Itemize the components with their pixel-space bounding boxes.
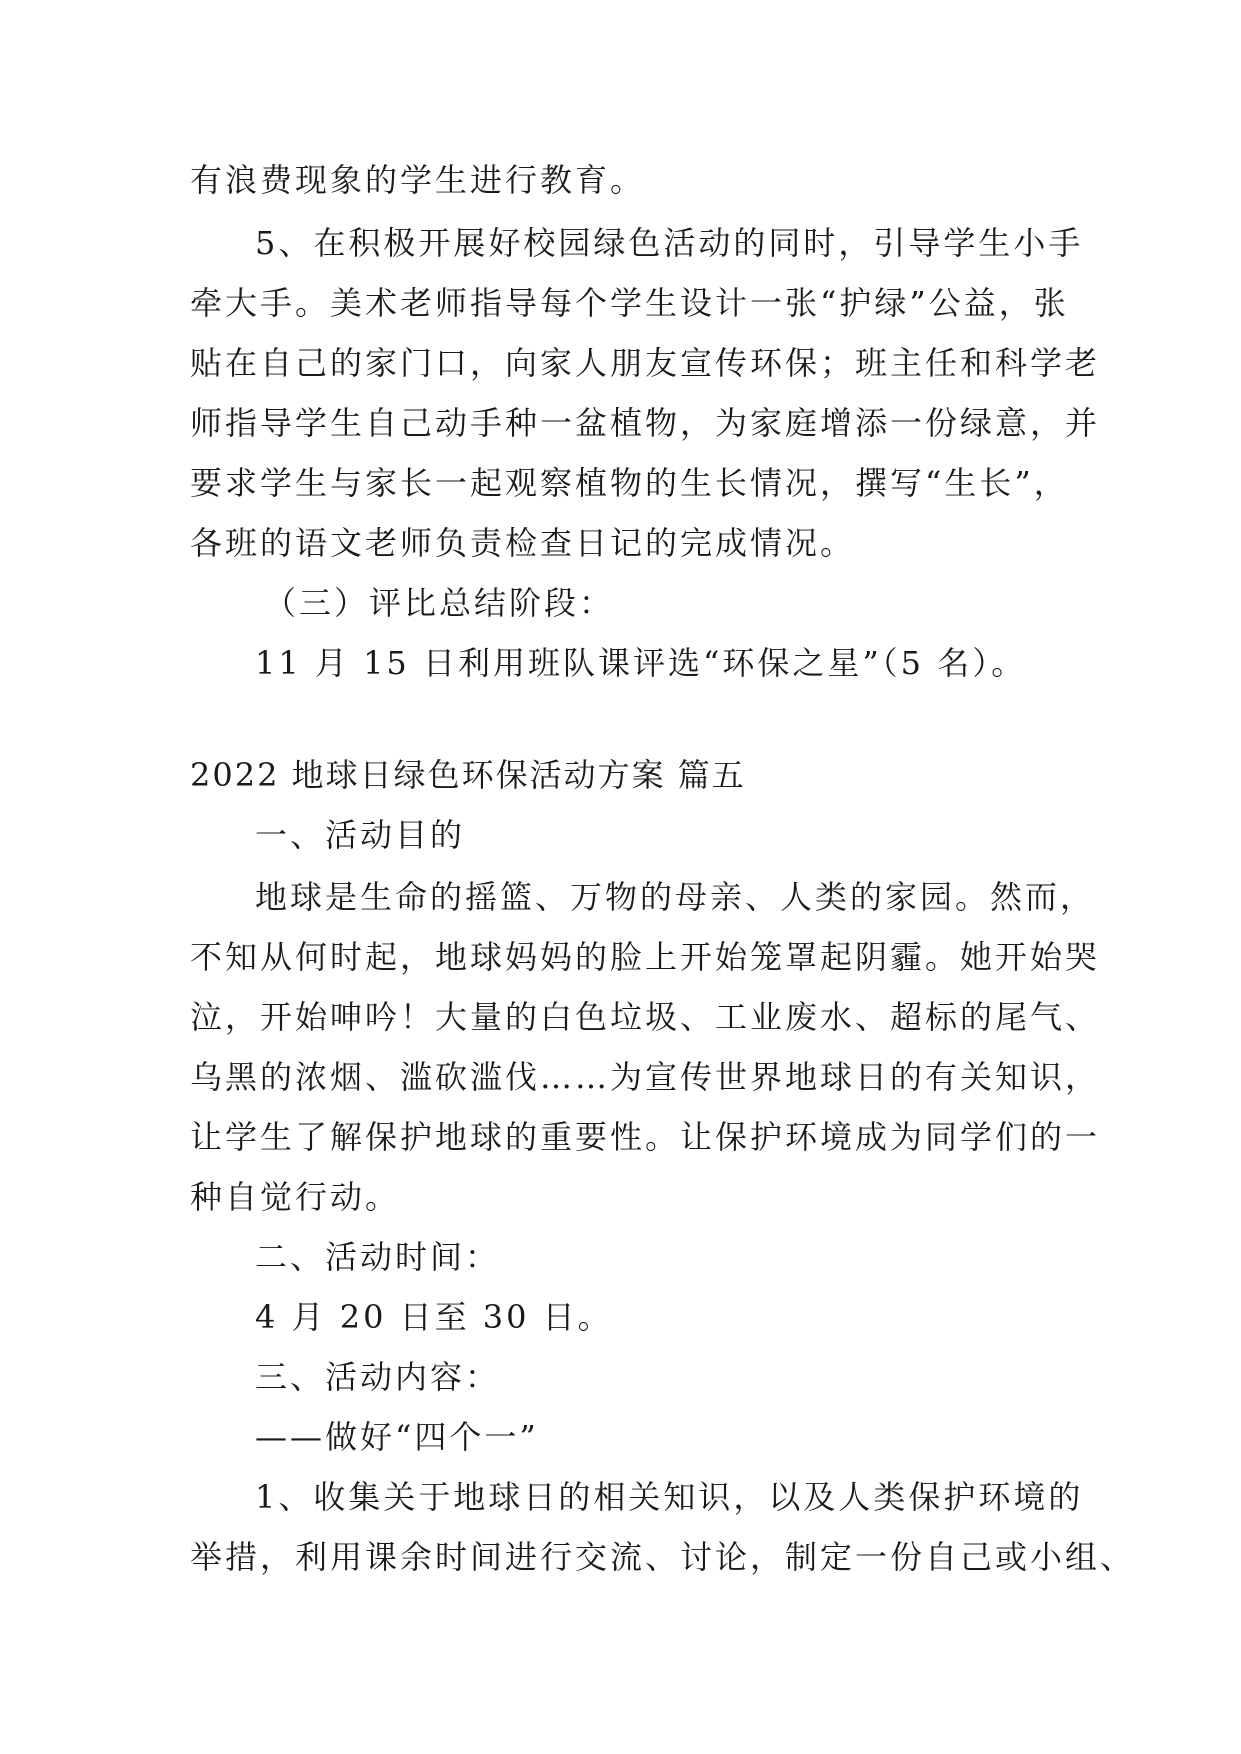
- section-heading: （三）评比总结阶段：: [264, 584, 615, 622]
- text-line: 师指导学生自己动手种一盆植物，为家庭增添一份绿意，并: [190, 404, 1101, 442]
- text-line: 11 月 15 日利用班队课评选“环保之星”（5 名）。: [255, 644, 1027, 682]
- text-line: 牵大手。美术老师指导每个学生设计一张“护绿”公益，张: [190, 284, 1069, 322]
- text-line: 种自觉行动。: [190, 1178, 401, 1216]
- text-line: 让学生了解保护地球的重要性。让保护环境成为同学们的一: [190, 1118, 1101, 1156]
- section-heading: 二、活动时间：: [255, 1238, 501, 1276]
- section-heading: 三、活动内容：: [255, 1358, 501, 1396]
- text-line: 有浪费现象的学生进行教育。: [190, 161, 646, 199]
- text-line: 不知从何时起，地球妈妈的脸上开始笼罩起阴霾。她开始哭: [190, 938, 1101, 976]
- text-line: 5、在积极开展好校园绿色活动的同时，引导学生小手: [255, 224, 1084, 262]
- text-line: 要求学生与家长一起观察植物的生长情况，撰写“生长”，: [190, 464, 1069, 502]
- text-line: 4 月 20 日至 30 日。: [255, 1298, 613, 1336]
- text-line: 贴在自己的家门口，向家人朋友宣传环保；班主任和科学老: [190, 344, 1101, 382]
- article-heading: 2022 地球日绿色环保活动方案 篇五: [190, 756, 746, 794]
- text-line: 各班的语文老师负责检查日记的完成情况。: [190, 524, 856, 562]
- text-line: 地球是生命的摇篮、万物的母亲、人类的家园。然而，: [255, 878, 1096, 916]
- text-line: ——做好“四个一”: [255, 1418, 539, 1456]
- text-line: 泣，开始呻吟！大量的白色垃圾、工业废水、超标的尾气、: [190, 998, 1101, 1036]
- text-line: 举措，利用课余时间进行交流、讨论，制定一份自己或小组、: [190, 1538, 1136, 1576]
- text-line: 乌黑的浓烟、滥砍滥伐……为宣传世界地球日的有关知识，: [190, 1058, 1101, 1096]
- text-line: 1、收集关于地球日的相关知识，以及人类保护环境的: [255, 1478, 1084, 1516]
- section-heading: 一、活动目的: [255, 816, 466, 854]
